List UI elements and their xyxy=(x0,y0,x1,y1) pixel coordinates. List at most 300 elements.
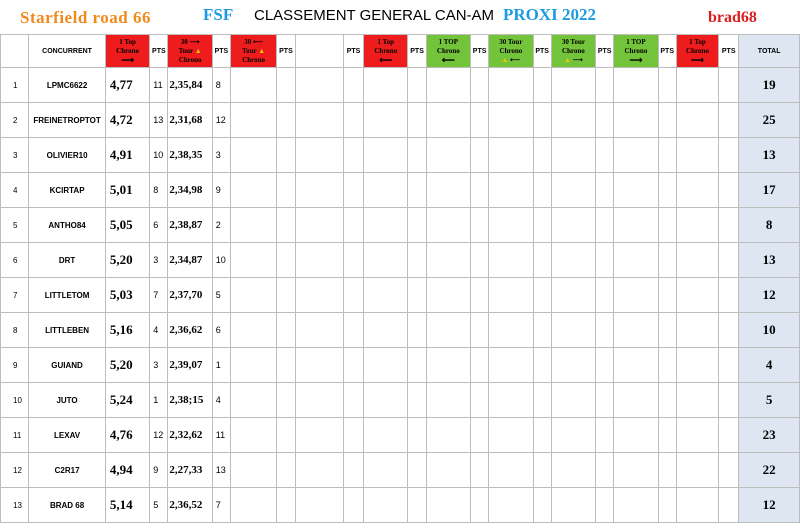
empty-cell xyxy=(426,488,470,523)
empty-cell xyxy=(426,453,470,488)
empty-cell xyxy=(489,418,533,453)
empty-cell xyxy=(230,278,276,313)
header-concurrent: CONCURRENT xyxy=(29,35,106,68)
header-tour-chrono-right: 30 ⟶ Tour ▲ Chrono xyxy=(168,35,212,68)
empty-cell xyxy=(471,488,489,523)
empty-cell xyxy=(277,418,295,453)
empty-cell xyxy=(551,383,595,418)
empty-cell xyxy=(614,453,658,488)
arrow-left-icon: ⟵ xyxy=(379,55,393,65)
empty-cell xyxy=(596,138,614,173)
table-row xyxy=(1,418,800,453)
empty-cell xyxy=(533,173,551,208)
empty-cell xyxy=(658,418,676,453)
top-chrono-value: 5,14 xyxy=(105,488,149,523)
pts-value: 5 xyxy=(150,488,168,523)
total-value: 5 xyxy=(739,383,800,418)
empty-cell xyxy=(408,173,426,208)
header-total: TOTAL xyxy=(739,35,800,68)
table-row xyxy=(1,138,800,173)
header-pts: PTS xyxy=(150,35,168,68)
header-top-chrono-green-left: 1 TOP Chrono ⟵ xyxy=(426,35,470,68)
header-tour-chrono-green-left: 30 Tour Chrono ▲ ⟵ xyxy=(489,35,533,68)
empty-cell xyxy=(230,383,276,418)
empty-cell xyxy=(614,138,658,173)
empty-cell xyxy=(277,243,295,278)
empty-cell xyxy=(230,313,276,348)
empty-cell xyxy=(533,68,551,103)
row-index: 13 xyxy=(1,488,29,523)
empty-cell xyxy=(277,173,295,208)
empty-cell xyxy=(596,208,614,243)
empty-cell xyxy=(471,103,489,138)
pts-value: 7 xyxy=(212,488,230,523)
pts-value: 1 xyxy=(150,383,168,418)
empty-cell xyxy=(426,313,470,348)
table-row xyxy=(1,453,800,488)
empty-cell xyxy=(295,243,343,278)
empty-cell xyxy=(295,208,343,243)
empty-cell xyxy=(551,243,595,278)
row-index: 6 xyxy=(1,243,29,278)
pts-value: 10 xyxy=(212,243,230,278)
sheet-header xyxy=(0,0,800,32)
concurrent-name: GUIAND xyxy=(29,348,106,383)
pts-value: 9 xyxy=(212,173,230,208)
empty-cell xyxy=(471,138,489,173)
empty-cell xyxy=(277,278,295,313)
row-index: 1 xyxy=(1,68,29,103)
total-value: 13 xyxy=(739,243,800,278)
ranking-table xyxy=(0,34,800,523)
header-pts: PTS xyxy=(343,35,363,68)
pts-value: 12 xyxy=(212,103,230,138)
empty-cell xyxy=(343,348,363,383)
empty-cell xyxy=(551,313,595,348)
empty-cell xyxy=(343,313,363,348)
empty-cell xyxy=(426,173,470,208)
arrow-right-icon: ⟶ xyxy=(690,55,704,65)
empty-cell xyxy=(343,138,363,173)
empty-cell xyxy=(364,68,408,103)
ranking-title: CLASSEMENT GENERAL CAN-AM xyxy=(254,7,495,24)
tour-chrono-value: 2,36,62 xyxy=(168,313,212,348)
empty-cell xyxy=(364,208,408,243)
empty-cell xyxy=(658,453,676,488)
top-chrono-value: 5,05 xyxy=(105,208,149,243)
empty-cell xyxy=(295,278,343,313)
tour-chrono-value: 2,38;15 xyxy=(168,383,212,418)
top-chrono-value: 5,01 xyxy=(105,173,149,208)
pts-value: 11 xyxy=(212,418,230,453)
tour-chrono-value: 2,27,33 xyxy=(168,453,212,488)
empty-cell xyxy=(614,208,658,243)
top-chrono-value: 4,72 xyxy=(105,103,149,138)
header-pts: PTS xyxy=(719,35,739,68)
pts-value: 7 xyxy=(150,278,168,313)
concurrent-name: LEXAV xyxy=(29,418,106,453)
empty-cell xyxy=(596,243,614,278)
empty-cell xyxy=(614,313,658,348)
empty-cell xyxy=(658,313,676,348)
empty-cell xyxy=(676,68,718,103)
empty-cell xyxy=(551,173,595,208)
empty-cell xyxy=(596,488,614,523)
concurrent-name: FREINETROPTOT xyxy=(29,103,106,138)
empty-cell xyxy=(426,103,470,138)
author-label: brad68 xyxy=(708,9,757,26)
empty-cell xyxy=(230,453,276,488)
empty-cell xyxy=(426,278,470,313)
empty-cell xyxy=(596,278,614,313)
empty-cell xyxy=(614,418,658,453)
empty-cell xyxy=(277,488,295,523)
row-index: 12 xyxy=(1,453,29,488)
table-row xyxy=(1,278,800,313)
concurrent-name: DRT xyxy=(29,243,106,278)
arrow-left-icon: ⟵ xyxy=(510,55,521,64)
empty-cell xyxy=(426,243,470,278)
empty-cell xyxy=(533,208,551,243)
top-chrono-value: 5,20 xyxy=(105,243,149,278)
empty-cell xyxy=(343,418,363,453)
row-index: 4 xyxy=(1,173,29,208)
table-row xyxy=(1,383,800,418)
empty-cell xyxy=(596,68,614,103)
empty-cell xyxy=(230,138,276,173)
empty-cell xyxy=(295,103,343,138)
empty-cell xyxy=(408,138,426,173)
empty-cell xyxy=(343,103,363,138)
empty-cell xyxy=(343,383,363,418)
header-pts: PTS xyxy=(277,35,295,68)
empty-cell xyxy=(343,488,363,523)
empty-cell xyxy=(471,208,489,243)
table-row xyxy=(1,103,800,138)
empty-cell xyxy=(489,383,533,418)
total-value: 22 xyxy=(739,453,800,488)
empty-cell xyxy=(364,278,408,313)
total-value: 17 xyxy=(739,173,800,208)
concurrent-name: LPMC6622 xyxy=(29,68,106,103)
header-tour-chrono-green-right: 30 Tour Chrono ▲ ⟶ xyxy=(551,35,595,68)
total-value: 13 xyxy=(739,138,800,173)
empty-cell xyxy=(533,278,551,313)
header-top-chrono-left: 1 Top Chrono ⟵ xyxy=(364,35,408,68)
empty-cell xyxy=(719,348,739,383)
table-row xyxy=(1,243,800,278)
tour-chrono-value: 2,36,52 xyxy=(168,488,212,523)
header-top-chrono-right-2: 1 Top Chrono ⟶ xyxy=(676,35,718,68)
pts-value: 3 xyxy=(212,138,230,173)
row-index: 2 xyxy=(1,103,29,138)
empty-cell xyxy=(719,278,739,313)
empty-cell xyxy=(533,488,551,523)
empty-cell xyxy=(408,488,426,523)
empty-cell xyxy=(471,243,489,278)
table-row xyxy=(1,488,800,523)
table-row xyxy=(1,208,800,243)
empty-cell xyxy=(658,103,676,138)
row-index: 5 xyxy=(1,208,29,243)
empty-cell xyxy=(719,453,739,488)
empty-cell xyxy=(614,68,658,103)
top-chrono-value: 4,77 xyxy=(105,68,149,103)
empty-cell xyxy=(676,103,718,138)
empty-cell xyxy=(596,453,614,488)
total-value: 25 xyxy=(739,103,800,138)
table-header-row xyxy=(1,35,800,68)
empty-cell xyxy=(676,173,718,208)
empty-cell xyxy=(719,488,739,523)
tour-chrono-value: 2,31,68 xyxy=(168,103,212,138)
pts-value: 2 xyxy=(212,208,230,243)
empty-cell xyxy=(426,418,470,453)
empty-cell xyxy=(596,173,614,208)
concurrent-name: KCIRTAP xyxy=(29,173,106,208)
empty-cell xyxy=(551,68,595,103)
proxi-label: PROXI 2022 xyxy=(503,5,597,24)
empty-cell xyxy=(343,453,363,488)
empty-cell xyxy=(343,68,363,103)
top-chrono-value: 4,76 xyxy=(105,418,149,453)
empty-cell xyxy=(408,243,426,278)
empty-cell xyxy=(614,173,658,208)
total-value: 10 xyxy=(739,313,800,348)
empty-cell xyxy=(295,418,343,453)
empty-cell xyxy=(551,103,595,138)
empty-cell xyxy=(596,348,614,383)
empty-cell xyxy=(551,418,595,453)
empty-cell xyxy=(551,138,595,173)
empty-cell xyxy=(364,103,408,138)
empty-cell xyxy=(614,278,658,313)
empty-cell xyxy=(596,313,614,348)
empty-cell xyxy=(719,383,739,418)
header-pts: PTS xyxy=(596,35,614,68)
empty-cell xyxy=(426,138,470,173)
empty-cell xyxy=(533,453,551,488)
header-spacer xyxy=(295,35,343,68)
empty-cell xyxy=(614,383,658,418)
empty-cell xyxy=(489,173,533,208)
empty-cell xyxy=(658,68,676,103)
empty-cell xyxy=(676,138,718,173)
empty-cell xyxy=(719,208,739,243)
warning-triangle-icon: ▲ xyxy=(194,46,202,55)
empty-cell xyxy=(343,243,363,278)
warning-triangle-icon: ▲ xyxy=(258,46,266,55)
empty-cell xyxy=(471,348,489,383)
tour-chrono-value: 2,34,98 xyxy=(168,173,212,208)
empty-cell xyxy=(408,348,426,383)
empty-cell xyxy=(364,173,408,208)
empty-cell xyxy=(489,103,533,138)
empty-cell xyxy=(658,243,676,278)
empty-cell xyxy=(343,208,363,243)
empty-cell xyxy=(364,313,408,348)
empty-cell xyxy=(676,383,718,418)
top-chrono-value: 5,20 xyxy=(105,348,149,383)
empty-cell xyxy=(658,488,676,523)
pts-value: 3 xyxy=(150,348,168,383)
empty-cell xyxy=(230,488,276,523)
empty-cell xyxy=(295,173,343,208)
arrow-right-icon: ⟶ xyxy=(121,55,135,65)
concurrent-name: BRAD 68 xyxy=(29,488,106,523)
empty-cell xyxy=(489,278,533,313)
total-value: 23 xyxy=(739,418,800,453)
empty-cell xyxy=(426,348,470,383)
top-chrono-value: 5,16 xyxy=(105,313,149,348)
pts-value: 5 xyxy=(212,278,230,313)
tour-chrono-value: 2,37,70 xyxy=(168,278,212,313)
pts-value: 4 xyxy=(150,313,168,348)
empty-cell xyxy=(408,278,426,313)
empty-cell xyxy=(489,208,533,243)
empty-cell xyxy=(719,138,739,173)
empty-cell xyxy=(551,453,595,488)
empty-cell xyxy=(364,243,408,278)
empty-cell xyxy=(471,68,489,103)
empty-cell xyxy=(295,138,343,173)
table-row xyxy=(1,173,800,208)
empty-cell xyxy=(676,208,718,243)
pts-value: 6 xyxy=(150,208,168,243)
empty-cell xyxy=(533,313,551,348)
empty-cell xyxy=(676,453,718,488)
row-index: 7 xyxy=(1,278,29,313)
empty-cell xyxy=(658,278,676,313)
empty-cell xyxy=(676,348,718,383)
empty-cell xyxy=(489,488,533,523)
empty-cell xyxy=(719,173,739,208)
empty-cell xyxy=(489,313,533,348)
header-cell-index xyxy=(1,35,29,68)
empty-cell xyxy=(551,208,595,243)
tour-chrono-value: 2,32,62 xyxy=(168,418,212,453)
empty-cell xyxy=(658,383,676,418)
empty-cell xyxy=(230,348,276,383)
empty-cell xyxy=(719,313,739,348)
header-tour-chrono-left: 30 ⟵ Tour ▲ Chrono xyxy=(230,35,276,68)
empty-cell xyxy=(230,243,276,278)
row-index: 3 xyxy=(1,138,29,173)
pts-value: 8 xyxy=(212,68,230,103)
empty-cell xyxy=(408,313,426,348)
empty-cell xyxy=(230,68,276,103)
empty-cell xyxy=(676,278,718,313)
row-index: 10 xyxy=(1,383,29,418)
empty-cell xyxy=(364,348,408,383)
empty-cell xyxy=(408,68,426,103)
pts-value: 6 xyxy=(212,313,230,348)
empty-cell xyxy=(230,103,276,138)
empty-cell xyxy=(658,208,676,243)
empty-cell xyxy=(551,348,595,383)
empty-cell xyxy=(676,313,718,348)
arrow-right-icon: ⟶ xyxy=(572,55,583,64)
empty-cell xyxy=(676,488,718,523)
empty-cell xyxy=(364,383,408,418)
empty-cell xyxy=(489,138,533,173)
empty-cell xyxy=(295,68,343,103)
empty-cell xyxy=(471,173,489,208)
empty-cell xyxy=(408,208,426,243)
table-row xyxy=(1,68,800,103)
empty-cell xyxy=(533,348,551,383)
empty-cell xyxy=(596,383,614,418)
total-value: 8 xyxy=(739,208,800,243)
pts-value: 8 xyxy=(150,173,168,208)
empty-cell xyxy=(533,418,551,453)
pts-value: 4 xyxy=(212,383,230,418)
empty-cell xyxy=(277,348,295,383)
empty-cell xyxy=(230,418,276,453)
empty-cell xyxy=(719,243,739,278)
empty-cell xyxy=(614,243,658,278)
empty-cell xyxy=(533,383,551,418)
empty-cell xyxy=(364,138,408,173)
empty-cell xyxy=(719,68,739,103)
pts-value: 10 xyxy=(150,138,168,173)
header-pts: PTS xyxy=(533,35,551,68)
empty-cell xyxy=(596,103,614,138)
top-chrono-value: 5,03 xyxy=(105,278,149,313)
header-pts: PTS xyxy=(471,35,489,68)
tour-chrono-value: 2,38,35 xyxy=(168,138,212,173)
empty-cell xyxy=(489,243,533,278)
empty-cell xyxy=(277,68,295,103)
empty-cell xyxy=(719,103,739,138)
empty-cell xyxy=(676,243,718,278)
concurrent-name: LITTLEBEN xyxy=(29,313,106,348)
empty-cell xyxy=(658,348,676,383)
empty-cell xyxy=(295,488,343,523)
table-row xyxy=(1,313,800,348)
empty-cell xyxy=(471,278,489,313)
empty-cell xyxy=(230,173,276,208)
empty-cell xyxy=(277,383,295,418)
empty-cell xyxy=(426,68,470,103)
pts-value: 13 xyxy=(212,453,230,488)
concurrent-name: C2R17 xyxy=(29,453,106,488)
empty-cell xyxy=(471,418,489,453)
header-pts: PTS xyxy=(658,35,676,68)
total-value: 12 xyxy=(739,488,800,523)
track-title: Starfield road 66 xyxy=(20,8,151,27)
empty-cell xyxy=(277,103,295,138)
warning-triangle-icon: ▲ xyxy=(501,55,509,64)
header-top-chrono-green-right: 1 TOP Chrono ⟶ xyxy=(614,35,658,68)
pts-value: 1 xyxy=(212,348,230,383)
empty-cell xyxy=(364,453,408,488)
total-value: 4 xyxy=(739,348,800,383)
pts-value: 3 xyxy=(150,243,168,278)
empty-cell xyxy=(343,173,363,208)
empty-cell xyxy=(658,138,676,173)
tour-chrono-value: 2,35,84 xyxy=(168,68,212,103)
empty-cell xyxy=(295,453,343,488)
empty-cell xyxy=(658,173,676,208)
empty-cell xyxy=(277,208,295,243)
header-pts: PTS xyxy=(408,35,426,68)
empty-cell xyxy=(343,278,363,313)
empty-cell xyxy=(614,488,658,523)
tour-chrono-value: 2,39,07 xyxy=(168,348,212,383)
concurrent-name: JUTO xyxy=(29,383,106,418)
concurrent-name: ANTHO84 xyxy=(29,208,106,243)
